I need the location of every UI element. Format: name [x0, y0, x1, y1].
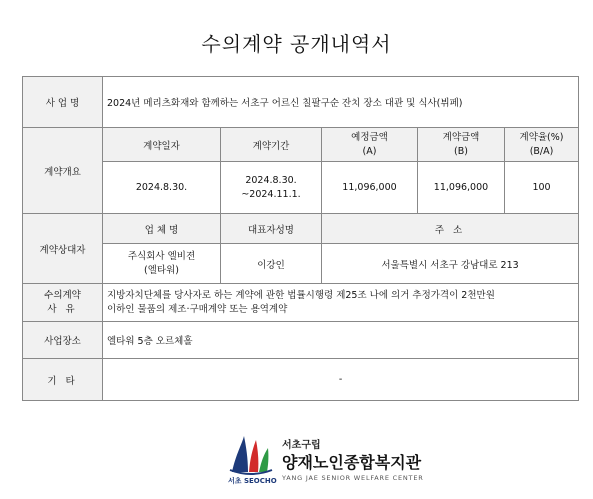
- reason-line2: 이하인 물품의 제조·구매계약 또는 용역계약: [107, 303, 288, 315]
- project-label: 사 업 명: [23, 77, 103, 128]
- row-location: [23, 322, 579, 359]
- company-name: 주식회사 엘비젼: [127, 250, 196, 262]
- header-rate-line1: 계약율(%): [519, 131, 564, 143]
- value-contract-period: [221, 162, 322, 214]
- header-contract-date: 계약일자: [103, 128, 221, 162]
- header-estimated-amount: [322, 128, 418, 162]
- organization-logo: [226, 432, 426, 492]
- project-value: 2024년 메리츠화재와 함께하는 서초구 어르신 칠팔구순 잔치 장소 대관 및 식사(뷔페): [103, 77, 579, 128]
- period-start: 2024.8.30.: [245, 174, 297, 186]
- header-estimated-line2: (A): [362, 145, 377, 157]
- header-ceo: 대표자성명: [221, 214, 322, 244]
- header-rate-line2: (B/A): [529, 145, 554, 157]
- company-alias: (엘타워): [144, 264, 179, 276]
- counterparty-label: 계약상대자: [23, 214, 103, 284]
- org-prefix: 서초구립: [282, 440, 321, 451]
- contract-table: [22, 76, 579, 401]
- period-end: ~2024.11.1.: [241, 188, 301, 200]
- header-contract-amount: [418, 128, 505, 162]
- value-company: [103, 244, 221, 284]
- org-english-name: YANG JAE SENIOR WELFARE CENTER: [282, 474, 424, 482]
- etc-label: 기 타: [23, 359, 103, 401]
- org-name: 양재노인종합복지관: [282, 453, 422, 472]
- header-company: 업 체 명: [103, 214, 221, 244]
- location-label: 사업장소: [23, 322, 103, 359]
- row-reason: [23, 284, 579, 322]
- reason-value: [103, 284, 579, 322]
- header-amount-line1: 계약금액: [442, 131, 480, 143]
- value-contract-rate: 100: [505, 162, 579, 214]
- row-overview-header: [23, 128, 579, 162]
- value-address: 서울특별시 서초구 강남대로 213: [322, 244, 579, 284]
- value-ceo: 이강인: [221, 244, 322, 284]
- header-address: 주 소: [322, 214, 579, 244]
- location-value: 엘타워 5층 오르체홀: [103, 322, 579, 359]
- row-overview-values: [23, 162, 579, 214]
- row-project: [23, 77, 579, 128]
- row-counterparty-header: [23, 214, 579, 244]
- overview-label: 계약개요: [23, 128, 103, 214]
- document-title: 수의계약 공개내역서: [201, 32, 392, 56]
- row-counterparty-values: [23, 244, 579, 284]
- reason-label-line2: 사 유: [47, 303, 78, 315]
- header-estimated-line1: 예정금액: [351, 131, 388, 143]
- etc-value: -: [103, 359, 579, 401]
- reason-line1: 지방자치단체를 당사자로 하는 계약에 관한 법률시행령 제25조 나에 의거 추정가격이 2천만원: [107, 289, 495, 301]
- header-contract-rate: [505, 128, 579, 162]
- value-contract-amount: 11,096,000: [418, 162, 505, 214]
- reason-label-line1: 수의계약: [44, 289, 81, 301]
- value-contract-date: 2024.8.30.: [103, 162, 221, 214]
- reason-label: [23, 284, 103, 322]
- header-amount-line2: (B): [454, 145, 468, 157]
- header-contract-period: 계약기간: [221, 128, 322, 162]
- value-estimated-amount: 11,096,000: [322, 162, 418, 214]
- seal-text: 서초 SEOCHO: [228, 477, 277, 485]
- row-etc: [23, 359, 579, 401]
